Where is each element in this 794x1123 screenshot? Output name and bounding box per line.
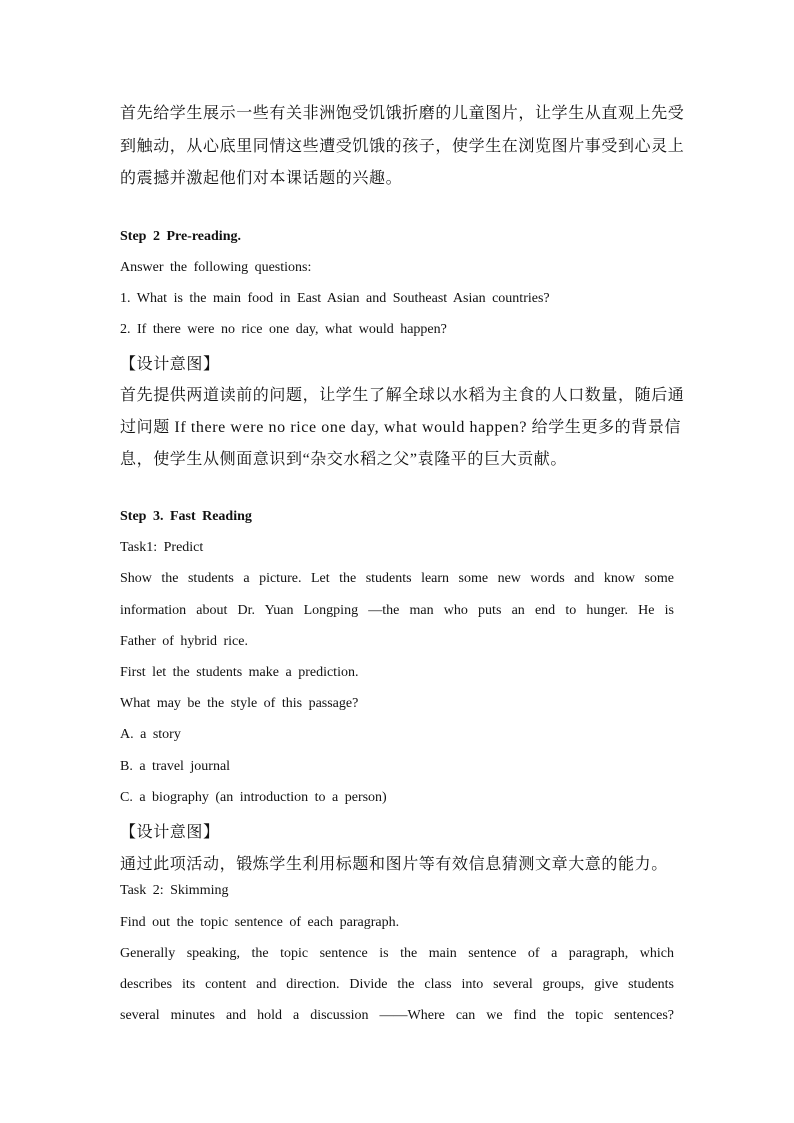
step3-intent-label: 【设计意图】 bbox=[120, 824, 220, 841]
option-b: B. a travel journal bbox=[120, 759, 231, 774]
step3-intent-line: 通过此项活动，锻炼学生利用标题和图片等有效信息猜测文章大意的能力。 bbox=[120, 856, 668, 873]
step2-instruction: Answer the following questions: bbox=[120, 260, 312, 275]
intro-line-3: 的震撼并激起他们对本课话题的兴趣。 bbox=[120, 170, 403, 187]
step2-intent-line-3: 息，使学生从侧面意识到“杂交水稻之父”袁隆平的巨大贡献。 bbox=[120, 451, 568, 468]
paragraph2-line-3: several minutes and hold a discussion ——Where can we find the topic sentences? bbox=[120, 1008, 674, 1023]
intro-line-1: 首先给学生展示一些有关非洲饱受饥饿折磨的儿童图片，让学生从直观上先受 bbox=[120, 105, 685, 122]
paragraph2-line-1: Generally speaking, the topic sentence is the main sentence of a paragraph, which bbox=[120, 946, 674, 961]
step2-question-1: 1. What is the main food in East Asian and Southeast Asian countries? bbox=[120, 291, 550, 306]
step2-heading: Step 2 Pre-reading. bbox=[120, 229, 241, 244]
option-a: A. a story bbox=[120, 727, 181, 742]
step2-intent-label: 【设计意图】 bbox=[120, 356, 220, 373]
step2-intent-line-1: 首先提供两道读前的问题，让学生了解全球以水稻为主食的人口数量，随后通 bbox=[120, 387, 685, 404]
topic-sentence-instruction: Find out the topic sentence of each paragraph. bbox=[120, 915, 400, 930]
prediction-instruction: First let the students make a prediction. bbox=[120, 665, 359, 680]
intro-line-2: 到触动，从心底里同情这些遭受饥饿的孩子，使学生在浏览图片事受到心灵上 bbox=[120, 138, 685, 155]
step3-heading: Step 3. Fast Reading bbox=[120, 509, 252, 524]
style-question: What may be the style of this passage? bbox=[120, 696, 359, 711]
option-c: C. a biography (an introduction to a person) bbox=[120, 790, 387, 805]
step2-question-2: 2. If there were no rice one day, what would happen? bbox=[120, 322, 447, 337]
paragraph1-line-2: information about Dr. Yuan Longping —the man who puts an end to hunger. He is bbox=[120, 603, 674, 618]
step2-intent-line-2: 过问题 If there were no rice one day, what would happen? 给学生更多的背景信 bbox=[120, 419, 682, 436]
paragraph2-line-2: describes its content and direction. Divide the class into several groups, give students bbox=[120, 977, 674, 992]
paragraph1-line-1: Show the students a picture. Let the students learn some new words and know some bbox=[120, 571, 674, 586]
task1-label: Task1: Predict bbox=[120, 540, 204, 555]
task2-label: Task 2: Skimming bbox=[120, 883, 229, 898]
paragraph1-line-3: Father of hybrid rice. bbox=[120, 634, 248, 649]
